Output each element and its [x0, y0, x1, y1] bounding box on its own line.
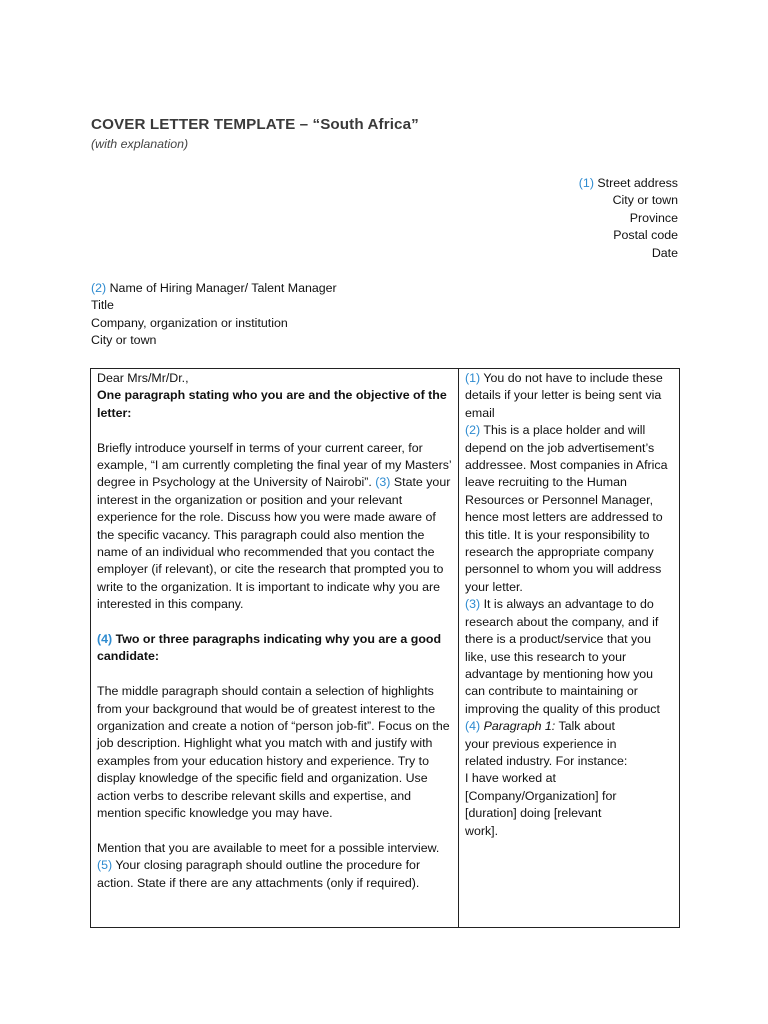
objective-heading: One paragraph stating who you are and the objective of the letter: — [97, 388, 447, 420]
recipient-name-line — [91, 280, 337, 297]
recipient-company: Company, organization or institution — [91, 315, 288, 330]
address-street-line — [579, 175, 678, 192]
closing-text: Mention that you are available to meet for a possible interview. — [97, 840, 440, 855]
recipient-block — [91, 280, 337, 350]
candidate-heading: Two or three paragraphs indicating why you are a good candidate: — [97, 632, 442, 664]
interest-text: State your interest in the organization or position and your relevant experience for the role. Discuss how you were made aware of the specific vacancy. This paragraph could also mention the name of an individual who recommended that you contact the employer (if relevant), or cite the research that prompted you to write to the organization. It is important to indicate why you are interested in this company. — [97, 475, 451, 612]
sender-address-block — [579, 175, 678, 262]
address-date: Date — [651, 245, 678, 260]
marker-5: (5) — [97, 858, 113, 873]
closing-paragraph — [97, 840, 452, 892]
note-4-text: Talk about your previous experience in related industry. For instance: I have worked at [Company/Organization] for [duration] doing [relevant work]. — [465, 719, 628, 838]
address-city: City or town — [612, 193, 678, 208]
note-1-marker: (1) — [465, 371, 481, 385]
note-4-marker: (4) — [465, 719, 481, 734]
address-province: Province — [629, 210, 678, 225]
letter-body-column — [91, 369, 459, 928]
note-4-label: Paragraph 1: — [483, 719, 556, 734]
note-1-text: You do not have to include these details if your letter is being sent via email — [465, 371, 663, 420]
note-2-text: This is a place holder and will depend on the job advertisement’s addressee. Most companies in Africa leave recruiting to the Human Resources or Personnel Manager, hence most letters are addressed to this title. It is your responsibility to research the appropriate company personnel to whom you will address your letter. — [465, 423, 668, 594]
salutation: Dear Mrs/Mr/Dr., — [97, 371, 189, 385]
address-marker: (1) — [578, 176, 594, 190]
recipient-city: City or town — [91, 333, 157, 348]
marker-4: (4) — [97, 632, 113, 647]
address-postal-code: Postal code — [613, 228, 678, 243]
recipient-marker: (2) — [91, 281, 107, 295]
note-1 — [465, 370, 673, 422]
marker-3: (3) — [375, 475, 391, 490]
document-subtitle: (with explanation) — [91, 137, 189, 151]
note-3-marker: (3) — [465, 597, 481, 612]
note-3-text: It is always an advantage to do research about the company, and if there is a product/service that you like, use this research to your advantage by mentioning how you can contribute to maintaining or improving the quality of this product — [465, 597, 660, 716]
note-3 — [465, 596, 673, 718]
explanations-column — [459, 369, 680, 928]
recipient-title: Title — [91, 298, 114, 313]
address-street: Street address — [597, 176, 678, 190]
recipient-name: Name of Hiring Manager/ Talent Manager — [109, 281, 337, 295]
closing-text-2: Your closing paragraph should outline the procedure for action. State if there are any attachments (only if required). — [97, 858, 421, 890]
letter-template-table — [90, 368, 680, 928]
intro-paragraph — [97, 440, 452, 614]
document-title: COVER LETTER TEMPLATE – “South Africa” — [91, 116, 419, 133]
note-2 — [465, 422, 673, 596]
candidate-heading-line — [97, 631, 452, 666]
note-4 — [465, 718, 673, 840]
middle-paragraph: The middle paragraph should contain a selection of highlights from your background that would be of greatest interest to the organization and create a notion of “person job-fit”. Focus on the job description. Highlight what you match with and justify with examples from your education history and experience. Try to display knowledge of the specific field and organization. Use action verbs to describe relevant skills and expertise, and mention specific knowledge you may have. — [97, 684, 450, 821]
note-2-marker: (2) — [465, 423, 481, 438]
intro-text: Briefly introduce yourself in terms of your current career, for example, “I am currently completing the final year of my Masters’ degree in Psychology at the University of Nairobi”. — [97, 440, 452, 490]
